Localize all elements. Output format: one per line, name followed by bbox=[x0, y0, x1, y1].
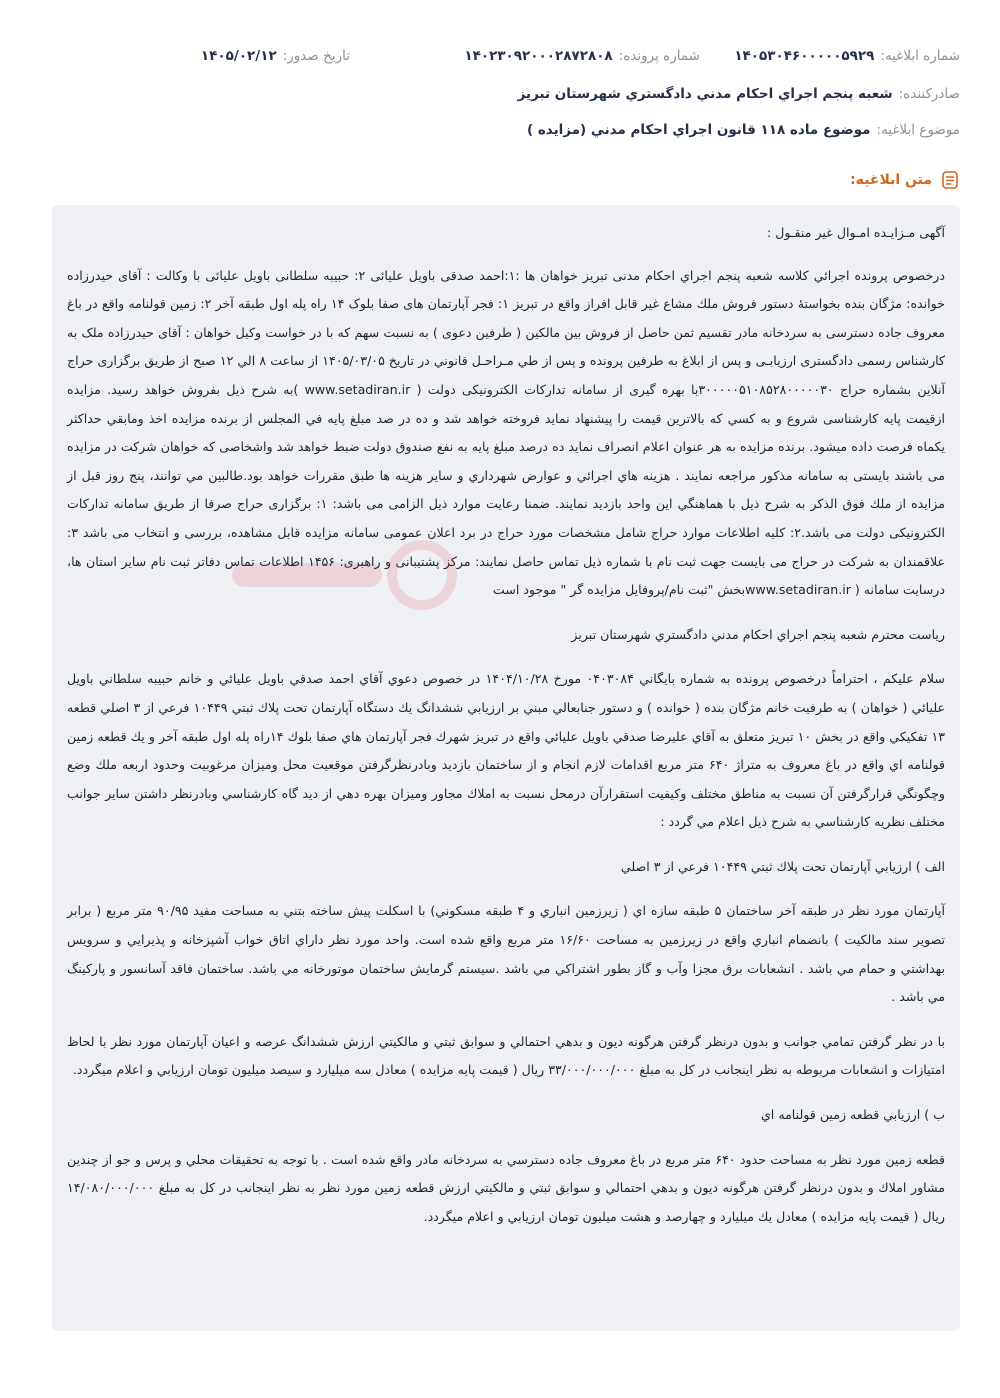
issuer: شعبه پنجم اجراي احكام مدني دادگستري شهرستان تبريز bbox=[517, 86, 893, 102]
notice-number-label: شماره ابلاغيه: bbox=[880, 48, 960, 64]
notice-number-group bbox=[700, 48, 960, 64]
header-row-subject bbox=[40, 122, 960, 138]
report-addressee: رياست محترم شعبه پنجم اجراي احكام مدني دادگستري شهرستان تبريز bbox=[571, 626, 945, 642]
issue-date: ۱۴۰۵/۰۲/۱۲ bbox=[200, 48, 277, 64]
apartment-valuation: با در نظر گرفتن تمامي جوانب و بدون درنظر گرفتن هرگونه ديون و بدهي احتمالي و سوابق ثبتي و مالكيتي ارزش ششدانگ عرصه و اعيان آپارتمان مورد نظر با لحاظ امتيازات و انشعابات مربوطه به نظر اينجانب در كل به مبلغ ۳۳/۰۰۰/۰۰۰/۰۰۰ ريال ( قيمت پايه مزايده ) معادل سه ميليارد و سيصد ميليون تومان ارزيابي و اعلام ميگردد. bbox=[67, 1033, 945, 1078]
notice-heading: آگهی مـزایـده امـوال غیر منقـول : bbox=[766, 225, 945, 240]
apartment-description: آپارتمان مورد نظر در طبقه آخر ساختمان ۵ طبقه سازه اي ( زيرزمين انباري و ۴ طبقه مسكوني) با اسكلت پيش ساخته بتني به مساحت مفيد ۹۰/۹۵ متر مربع ( برابر تصوير سند مالكيت ) بانضمام انباري واقع در زيرزمين به مساحت ۱۶/۶۰ متر مربع واقع شده است. واحد مورد نظر داراي اتاق خواب آشپزخانه و پذيرايي و سرويس بهداشتي و حمام مي باشد . انشعابات برق مجزا وآب و گاز بطور اشتراكي مي باشد .سيستم گرمايش ساختمان موتورخانه مي باشد. ساختمان فاقد آسانسور و پاركينگ مي باشد . bbox=[67, 903, 946, 1005]
header-row-issuer bbox=[40, 86, 960, 102]
issue-date-label: تاريخ صدور: bbox=[282, 48, 350, 64]
notice-body-card bbox=[52, 205, 960, 1331]
subject-label: موضوع ابلاغيه: bbox=[876, 122, 960, 138]
case-number-label: شماره پرونده: bbox=[618, 48, 700, 64]
land-valuation: قطعه زمين مورد نظر به مساحت حدود ۶۴۰ متر مربع در باغ معروف جاده دسترسي به سردخانه مادر واقع شده است . با توجه به تحقيقات محلي و پرس و جو از چندين مشاور املاك و بدون درنظر گرفتن هرگونه ديون و بدهي احتمالي و سوابق ثبتي و مالكيتي ارزش قطعه زمين مورد نظر به نظر اينجانب در كل به مبلغ ۱۴/۰۸۰/۰۰۰/۰۰۰ ريال ( قيمت پايه مزايده ) معادل يك ميليارد و چهارصد و هشت ميليون تومان ارزيابي و اعلام ميگردد. bbox=[67, 1151, 945, 1224]
section-a-title: الف ) ارزيابي آپارتمان تحت پلاك ثبتي ۱۰۴۴۹ فرعي از ۳ اصلي bbox=[620, 858, 945, 874]
document-text-icon bbox=[940, 170, 960, 190]
subject: موضوع ماده ۱۱۸ قانون اجراي احكام مدني (مزايده ) bbox=[526, 122, 871, 138]
section-title: متن ابلاغيه: bbox=[850, 172, 932, 188]
issue-date-group bbox=[201, 48, 350, 64]
section-heading bbox=[850, 170, 960, 190]
notice-number: ۱۴۰۵۳۰۴۶۰۰۰۰۰۵۹۲۹ bbox=[734, 48, 875, 64]
issuer-label: صادرکننده: bbox=[898, 86, 960, 102]
auction-announcement: درخصوص پرونده اجرائي كلاسه شعبه پنجم اجراي احكام مدنی تبریز خواهان ها :۱:احمد صدقی باویل علیائی ۲: حبیبه سلطانی باویل علیائی با وکالت : آقای حیدرزاده خوانده: مژگان بنده بخواستهٔ دستور فروش ملك مشاع غير قابل افراز واقع در تبریز ۱: فجر آپارتمان های صفا بلوک ۱۴ راه پله اول طبقه آخر ۲: زمین قولنامه واقع در باغ معروف جاده دسترسی به سردخانه مادر تقسیم ثمن حاصل از فروش بین مالکین ( طرفین دعوی ) به نسبت سهم که با در خواست وکیل خواهان : آقای حیدرزاده ملک به کارشناس رسمی دادگستری ارزیابـی و پس از ابلاغ به طرفین پرونده و پس از طي مـراحـل قانوني در تاریخ ۱۴۰۵/۰۳/۰۵ از ساعت ۸ الي ۱۲ صبح از طريق برگزاری حراج آنلاین بشماره حراج ۳۰۰۰۰۰۵۱۰۸۵۲۸۰۰۰۰۰۳۰با بهره گیری از سامانه تدارکات الکترونیکی دولت ( www.setadiran.ir )به شرح ذيل بفروش خواهد رسید. مزايده ازقيمت پايه كارشناسی شروع و به كسي كه بالاترين قيمت را پيشنهاد نمايد فروخته خواهد شد و ده در صد مبلغ پايه في المجلس از برنده مزايده اخذ ومابقي حداكثر يكماه فرصت داده ميشود. برنده مزايده به هر عنوان اعلام انصراف نمايد ده درصد مبلغ پایه به نفع صندوق دولت ضبط خواهد شد واشخاصی كه خواهان شركت در مزايده می باشند بايستی به سامانه مذکور مراجعه نمایند . هزينه هاي اجرائي و عوارض شهرداري و ساير هزينه ها طبق مقررات خواهد بود.طالبين مي توانند، پنج روز قبل از مزايده از ملك فوق الذكر به شرح ذيل با هماهنگي اين واحد بازديد نمايند. ضمنا رعايت موارد ذيل الزامی می باشد: ۱: برگزاری حراج صرفا از طريق سامانه تدارکات الکترونیکی دولت می باشد.۲: کلیه اطلاعات موارد حراج شامل مشخصات مورد حراج در برد اعلان عمومی سامانه مزایده قابل مشاهده، بررسی و انتخاب می باشد ۳: علاقمندان به شرکت در حراج می بایست جهت ثبت نام با شماره ذیل تماس حاصل نمایند: مرکز پشتیبانی و راهبری: ۱۴۵۶ اطلاعات تماس دفاتر ثبت نام سایر استان ها، درسایت سامانه ( www.setadiran.irبخش "ثبت نام/پروفایل مزایده گر " موجود است bbox=[67, 267, 946, 598]
report-intro: سلام عليكم ، احتراماً درخصوص پرونده به شماره بايگاني ۰۴۰۳۰۸۴ مورخ ۱۴۰۴/۱۰/۲۸ در خصوص دعوي آقاي احمد صدقي باويل عليائي و خانم حبيبه سلطاني باويل عليائي ( خواهان ) به طرفيت خانم مژگان بنده ( خوانده ) و دستور جنابعالي مبني بر ارزيابي ششدانگ يك دستگاه آپارتمان تحت پلاك ثبتي ۱۰۴۴۹ فرعي از ۳ اصلي قطعه ۱۳ تفكيكي واقع در بخش ۱۰ تبريز متعلق به آقاي عليرضا صدقي باويل عليائي واقع در تبريز شهرك فجر آپارتمان هاي صفا بلوك ۱۴راه پله اول طبقه آخر و يك قطعه زمين قولنامه اي واقع در باغ معروف به متراژ ۶۴۰ متر مربع اقدامات لازم انجام و از ساختمان بازديد وبادرنظرگرفتن موقعيت محل وميزان مرغوبيت وحدود اربعه ملك وضع وچگونگي قرارگرفتن آن نسبت به مناطق مختلف وكيفيت استقرارآن درمحل نسبت به املاك مجاور وميزان بهره دهي از ديد گاه كارشناسي وبادرنظر داشتن ساير جوانب مختلف نظريه كارشناسي به شرح ذيل اعلام مي گردد : bbox=[67, 671, 946, 830]
case-number-group bbox=[350, 48, 700, 64]
header-row-numbers bbox=[40, 48, 960, 64]
case-number: ۱۴۰۲۳۰۹۲۰۰۰۲۸۷۲۸۰۸ bbox=[464, 48, 613, 64]
section-b-title: ب ) ارزيابي قطعه زمين قولنامه اي bbox=[760, 1107, 945, 1123]
